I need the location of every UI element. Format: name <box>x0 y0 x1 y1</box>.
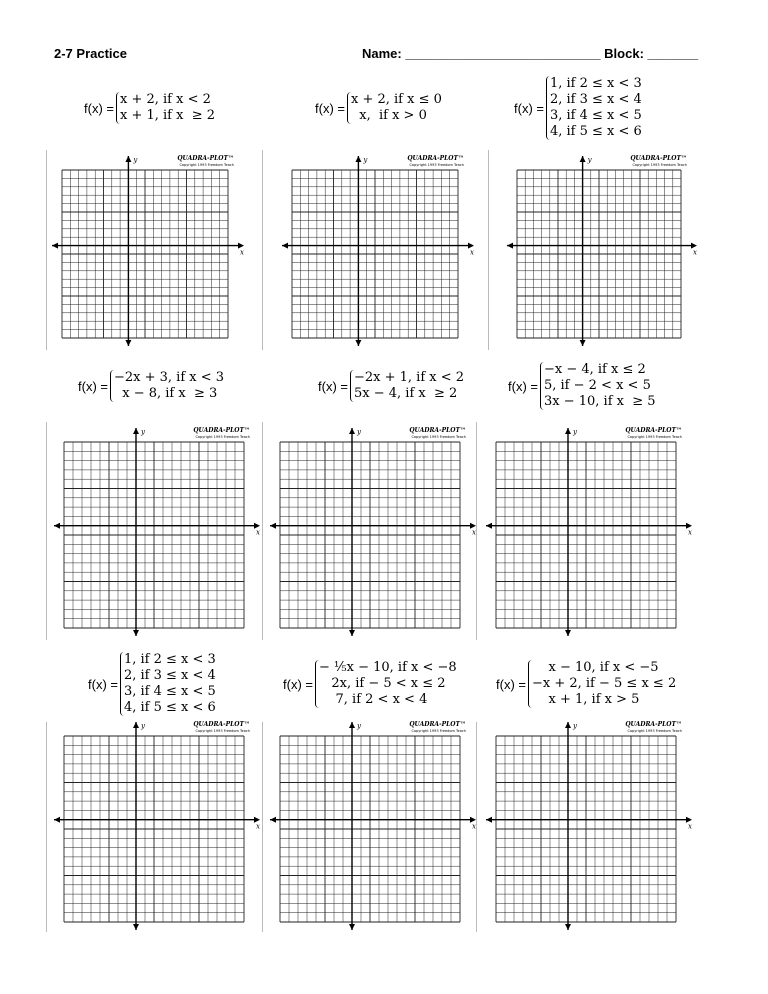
divider-line <box>46 722 47 932</box>
case: 2x, if − 5 < x ≤ 2 <box>318 676 446 691</box>
y-axis-label: y <box>357 428 361 436</box>
divider-line <box>46 150 47 350</box>
y-arrow-down <box>349 924 355 930</box>
case: −2x + 1, if x < 2 <box>353 370 465 385</box>
x-arrow-left <box>54 817 60 823</box>
y-arrow-down <box>565 630 571 636</box>
copyright-note: Copyright 1993 Freedom Teach <box>409 163 464 167</box>
grid-svg <box>52 718 264 932</box>
x-axis-label: x <box>240 248 244 257</box>
y-arrow-up <box>580 156 586 162</box>
copyright-note: Copyright 1993 Freedom Teach <box>195 435 250 439</box>
y-arrow-up <box>355 156 361 162</box>
y-axis-label: y <box>587 156 592 164</box>
x-axis-label: x <box>472 822 476 831</box>
quadra-plot-logo: QUADRA-PLOT™ <box>630 155 687 162</box>
quadra-plot-logo: QUADRA-PLOT™ <box>409 721 466 728</box>
problem-1: f(x) = x + 2, if x < 2 x + 1, if x ≥ 2 <box>84 92 216 123</box>
y-arrow-up <box>349 722 355 728</box>
y-arrow-up <box>565 428 571 434</box>
case: 1, if 2 ≤ x < 3 <box>549 76 642 91</box>
case: −2x + 3, if x < 3 <box>113 370 225 385</box>
case: 4, if 5 ≤ x < 6 <box>549 124 642 139</box>
y-arrow-up <box>133 722 139 728</box>
x-arrow-left <box>270 523 276 529</box>
divider-line <box>488 150 489 350</box>
quadra-plot-logo: QUADRA-PLOT™ <box>409 427 466 434</box>
copyright-note: Copyright 1993 Freedom Teach <box>411 729 466 733</box>
y-axis-label: y <box>357 722 361 730</box>
quadra-plot-logo: QUADRA-PLOT™ <box>625 721 682 728</box>
y-axis-label: y <box>141 428 145 436</box>
quadra-plot-logo: QUADRA-PLOT™ <box>407 155 464 162</box>
x-axis-label: x <box>256 528 260 537</box>
problem-5: f(x) = −2x + 1, if x < 2 5x − 4, if x ≥ 2 <box>318 370 465 401</box>
y-arrow-down <box>565 924 571 930</box>
x-arrow-left <box>54 523 60 529</box>
case: −x − 4, if x ≤ 2 <box>543 362 646 377</box>
y-arrow-up <box>133 428 139 434</box>
quadra-plot-logo: QUADRA-PLOT™ <box>625 427 682 434</box>
case: 4, if 5 ≤ x < 6 <box>123 700 216 715</box>
coordinate-grid-8[interactable] <box>268 718 480 932</box>
case: 3x − 10, if x ≥ 5 <box>543 394 656 409</box>
coordinate-grid-4[interactable] <box>52 424 264 638</box>
case: −x + 2, if − 5 ≤ x ≤ 2 <box>531 676 677 691</box>
y-axis-label: y <box>573 722 577 730</box>
grid-svg <box>484 424 696 638</box>
x-arrow-left <box>486 523 492 529</box>
case: 3, if 4 ≤ x < 5 <box>549 108 642 123</box>
coordinate-grid-7[interactable] <box>52 718 264 932</box>
case: 2, if 3 ≤ x < 4 <box>123 668 216 683</box>
grid-svg <box>484 718 696 932</box>
problem-3: f(x) = 1, if 2 ≤ x < 3 2, if 3 ≤ x < 4 3, if 4 ≤ x < 5 4, if 5 ≤ x < 6 <box>514 76 642 139</box>
problem-2: f(x) = x + 2, if x ≤ 0 x, if x > 0 <box>315 92 442 123</box>
y-axis-label: y <box>141 722 145 730</box>
worksheet-title: 2-7 Practice <box>54 46 127 61</box>
x-arrow-left <box>486 817 492 823</box>
case: x + 2, if x < 2 <box>119 92 211 107</box>
y-axis-label: y <box>133 156 138 164</box>
grid-svg <box>52 424 264 638</box>
problem-4: f(x) = −2x + 3, if x < 3 x − 8, if x ≥ 3 <box>78 370 225 401</box>
y-arrow-up <box>565 722 571 728</box>
name-block-line: Name: ___________________________ Block: _______ <box>362 46 699 61</box>
y-axis-label: y <box>573 428 577 436</box>
copyright-note: Copyright 1993 Freedom Teach <box>632 163 687 167</box>
case: 2, if 3 ≤ x < 4 <box>549 92 642 107</box>
case: 5, if − 2 < x < 5 <box>543 378 651 393</box>
divider-line <box>262 150 263 350</box>
quadra-plot-logo: QUADRA-PLOT™ <box>193 721 250 728</box>
x-axis-label: x <box>693 248 697 257</box>
case: 5x − 4, if x ≥ 2 <box>353 386 458 401</box>
grid-svg <box>505 152 701 348</box>
x-axis-label: x <box>688 822 692 831</box>
coordinate-grid-2[interactable] <box>280 152 478 348</box>
grid-svg <box>50 152 248 348</box>
divider-line <box>46 422 47 640</box>
x-axis-label: x <box>470 248 474 257</box>
quadra-plot-logo: QUADRA-PLOT™ <box>193 427 250 434</box>
y-axis-label: y <box>363 156 368 164</box>
y-arrow-down <box>133 924 139 930</box>
y-arrow-up <box>125 156 131 162</box>
copyright-note: Copyright 1993 Freedom Teach <box>627 435 682 439</box>
case: x − 10, if x < −5 <box>531 660 659 675</box>
y-arrow-down <box>125 340 131 346</box>
case: x, if x > 0 <box>350 108 427 123</box>
problem-8: f(x) = − ⅕x − 10, if x < −8 2x, if − 5 < x ≤ 2 7, if 2 < x < 4 <box>283 660 457 707</box>
copyright-note: Copyright 1993 Freedom Teach <box>627 729 682 733</box>
case: x + 2, if x ≤ 0 <box>350 92 442 107</box>
case: x + 1, if x ≥ 2 <box>119 108 216 123</box>
copyright-note: Copyright 1993 Freedom Teach <box>179 163 234 167</box>
x-axis-label: x <box>688 528 692 537</box>
x-axis-label: x <box>472 528 476 537</box>
coordinate-grid-9[interactable] <box>484 718 696 932</box>
case: 3, if 4 ≤ x < 5 <box>123 684 216 699</box>
grid-svg <box>268 718 480 932</box>
x-arrow-left <box>282 243 288 249</box>
grid-svg <box>280 152 478 348</box>
coordinate-grid-5[interactable] <box>268 424 480 638</box>
grid-svg <box>268 424 480 638</box>
problem-7: f(x) = 1, if 2 ≤ x < 3 2, if 3 ≤ x < 4 3, if 4 ≤ x < 5 4, if 5 ≤ x < 6 <box>88 652 216 715</box>
y-arrow-up <box>349 428 355 434</box>
x-arrow-left <box>507 243 513 249</box>
problem-6: f(x) = −x − 4, if x ≤ 2 5, if − 2 < x < 5 3x − 10, if x ≥ 5 <box>508 362 656 409</box>
x-arrow-left <box>52 243 58 249</box>
copyright-note: Copyright 1993 Freedom Teach <box>411 435 466 439</box>
x-arrow-left <box>270 817 276 823</box>
problem-9: f(x) = x − 10, if x < −5 −x + 2, if − 5 ≤ x ≤ 2 x + 1, if x > 5 <box>496 660 677 707</box>
copyright-note: Copyright 1993 Freedom Teach <box>195 729 250 733</box>
case: x − 8, if x ≥ 3 <box>113 386 218 401</box>
y-arrow-down <box>349 630 355 636</box>
y-arrow-down <box>355 340 361 346</box>
coordinate-grid-6[interactable] <box>484 424 696 638</box>
case: 7, if 2 < x < 4 <box>318 692 428 707</box>
coordinate-grid-1[interactable] <box>50 152 248 348</box>
case: − ⅕x − 10, if x < −8 <box>318 660 457 675</box>
case: x + 1, if x > 5 <box>531 692 640 707</box>
x-axis-label: x <box>256 822 260 831</box>
quadra-plot-logo: QUADRA-PLOT™ <box>177 155 234 162</box>
coordinate-grid-3[interactable] <box>505 152 701 348</box>
y-arrow-down <box>133 630 139 636</box>
y-arrow-down <box>580 340 586 346</box>
case: 1, if 2 ≤ x < 3 <box>123 652 216 667</box>
